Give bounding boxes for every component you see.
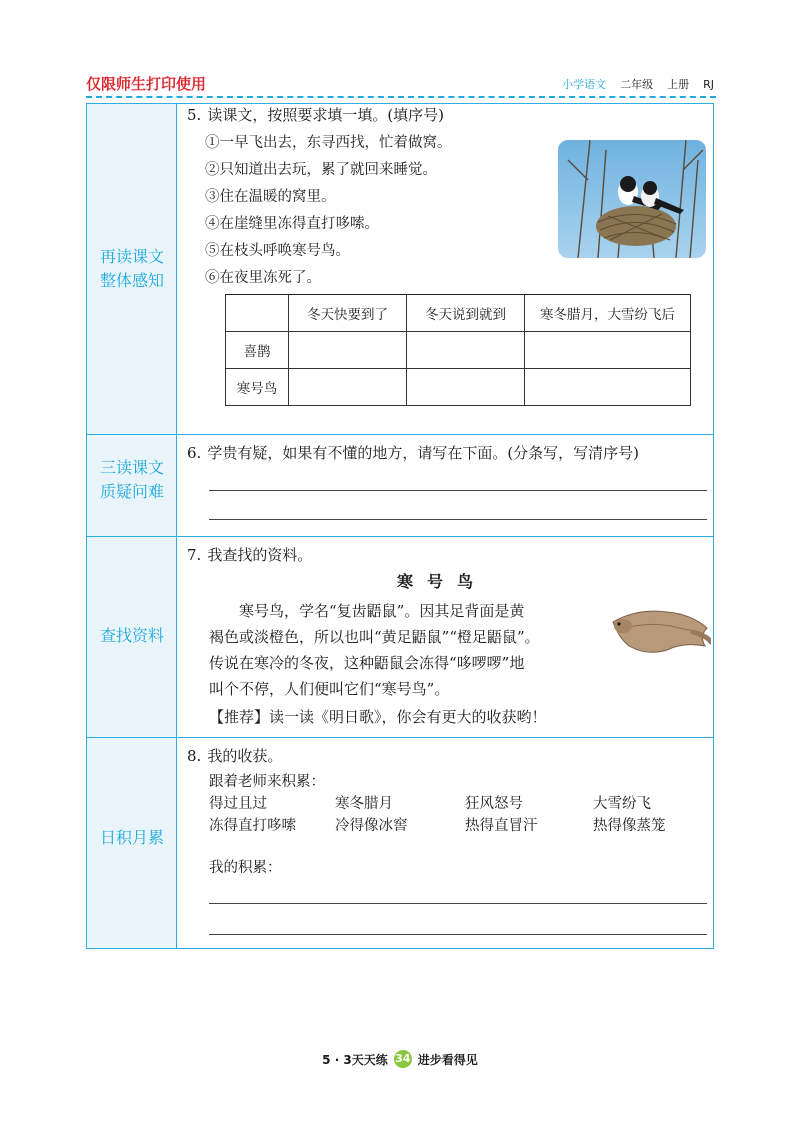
recommendation: 【推荐】读一读《明日歌》，你会有更大的收获哟！ [209, 708, 547, 726]
word-item: 热得像蒸笼 [593, 818, 666, 834]
article-para-line-4: 叫个不停，人们便叫它们“寒号鸟”。 [209, 680, 450, 698]
section-divider [87, 434, 713, 435]
edition-label: RJ [703, 77, 714, 91]
option-2: ②只知道出去玩，累了就回来睡觉。 [205, 162, 437, 178]
word-item: 大雪纷飞 [593, 796, 651, 812]
word-item: 冻得直打哆嗦 [209, 818, 296, 834]
term-label: 上册 [667, 78, 690, 91]
option-3: ③住在温暖的窝里。 [205, 189, 336, 205]
question-6: 6. 学贵有疑，如果有不懂的地方，请写在下面。(分条写，写清序号) [187, 444, 640, 462]
table-header: 冬天快要到了 [289, 295, 407, 332]
print-restriction-label: 仅限师生打印使用 [86, 75, 207, 93]
section-label-reread: 再读课文 整体感知 [99, 247, 164, 290]
section-label-accumulate: 日积月累 [99, 828, 164, 847]
section-divider [87, 737, 713, 738]
footer [0, 1050, 800, 1068]
table-header: 冬天说到就到 [407, 295, 525, 332]
book-info [562, 76, 714, 92]
accumulate-subtitle: 跟着老师来积累： [209, 774, 325, 790]
answer-line[interactable] [209, 934, 707, 935]
question-7: 7. 我查找的资料。 [187, 546, 313, 564]
word-item: 热得直冒汗 [465, 818, 538, 834]
footer-slogan: 进步看得见 [417, 1052, 478, 1067]
section-label-question: 三读课文 质疑问难 [99, 458, 164, 501]
answer-line[interactable] [209, 903, 707, 904]
option-1: ①一早飞出去，东寻西找，忙着做窝。 [205, 135, 452, 151]
magpie-nest-image [558, 140, 706, 258]
section-sidebar [87, 104, 177, 948]
section-label-research: 查找资料 [99, 626, 164, 645]
section-divider [87, 536, 713, 537]
option-6: ⑥在夜里冻死了。 [205, 270, 321, 286]
answer-cell[interactable] [289, 332, 407, 369]
answer-cell[interactable] [407, 332, 525, 369]
flying-squirrel-image [607, 602, 711, 660]
word-item: 寒冬腊月 [335, 796, 393, 812]
answer-line[interactable] [209, 490, 707, 491]
article-para-line-2: 褐色或淡橙色，所以也叫“黄足鼯鼠”“橙足鼯鼠”。 [209, 628, 540, 646]
footer-brand: 5 · 3天天练 [322, 1052, 388, 1067]
article-para-line-1: 寒号鸟，学名“复齿鼯鼠”。因其足背面是黄 [239, 602, 525, 620]
word-item: 得过且过 [209, 796, 267, 812]
subject-label: 小学语文 [562, 78, 607, 91]
article-title: 寒号鸟 [397, 572, 488, 591]
question-5: 5. 读课文，按照要求填一填。(填序号) [187, 106, 445, 124]
table-row-label: 寒号鸟 [226, 369, 289, 406]
worksheet-frame [86, 103, 714, 949]
option-5: ⑤在枝头呼唤寒号鸟。 [205, 243, 350, 259]
table-corner [226, 295, 289, 332]
option-4: ④在崖缝里冻得直打哆嗦。 [205, 216, 379, 232]
answer-cell[interactable] [289, 369, 407, 406]
answer-cell[interactable] [407, 369, 525, 406]
answer-cell[interactable] [525, 332, 691, 369]
header-divider [86, 96, 716, 98]
word-item: 冷得像冰窖 [335, 818, 408, 834]
grade-label: 二年级 [620, 78, 654, 91]
answer-table [225, 294, 691, 406]
question-8: 8. 我的收获。 [187, 747, 283, 765]
my-accumulation-label: 我的积累： [209, 860, 282, 876]
word-item: 狂风怒号 [465, 796, 523, 812]
answer-cell[interactable] [525, 369, 691, 406]
table-header: 寒冬腊月，大雪纷飞后 [525, 295, 691, 332]
page-number: 34 [394, 1050, 412, 1068]
table-row-label: 喜鹊 [226, 332, 289, 369]
answer-line[interactable] [209, 519, 707, 520]
article-para-line-3: 传说在寒冷的冬夜，这种鼯鼠会冻得“哆啰啰”地 [209, 654, 525, 672]
